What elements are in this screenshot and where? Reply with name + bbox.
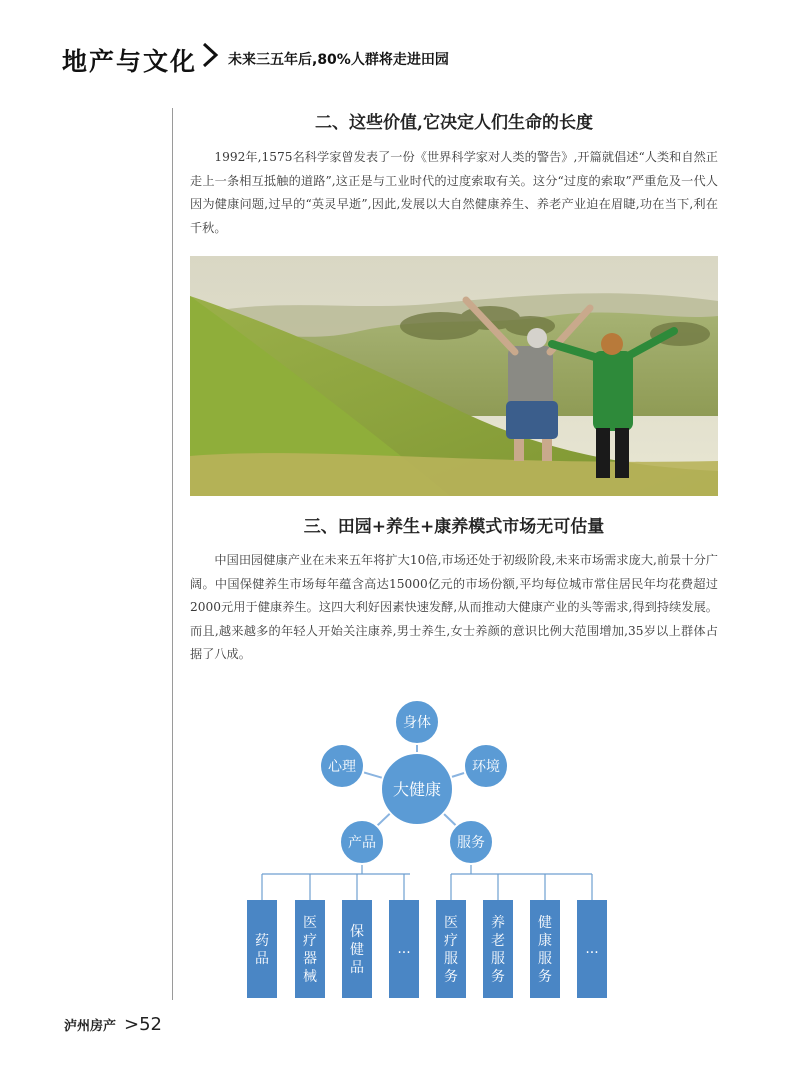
chevron-right-icon [201,40,219,70]
elderly-couple-photo [190,256,718,496]
leaf-box [389,900,419,998]
leaf-box-label: 保健品 [350,924,364,976]
big-health-diagram [230,690,650,1000]
article-subtitle: 未来三五年后,80%人群将走进田园 [228,52,449,68]
leaf-box-label: ... [585,941,599,957]
leaf-box-label: 医疗器械 [303,915,317,985]
leaf-box-label: 药品 [255,933,269,967]
section-title: 地产与文化 [62,47,198,76]
leaf-box [436,900,466,998]
leaf-box [530,900,560,998]
page-number: >52 [124,1014,162,1035]
node-center-label: 大健康 [392,780,442,799]
node-environment-label: 环境 [472,759,500,775]
leaf-box [577,900,607,998]
node-body [395,700,439,744]
node-mind-label: 心理 [328,759,356,775]
column-divider [172,108,173,1000]
leaf-box [342,900,372,998]
section-paragraph-3: 中国田园健康产业在未来五年将扩大10倍,市场还处于初级阶段,未来市场需求庞大,前景十分广阔。中国保健养生市场每年蕴含高达15000亿元的市场份额,平均每位城市常住居民年均花费超过2000元用于健康养生。这四大利好因素快速发酵,从而推动大健康产业的头等需求,得到持续发展。而且,越来越多的年轻人开始关注康养,男士养生,女士养颜的意识比例大范围增加,35岁以上群体占据了八成。 [190,553,718,661]
magazine-brand: 泸州房产 [64,1019,117,1034]
leaf-box [295,900,325,998]
section-paragraph-2: 1992年,1575名科学家曾发表了一份《世界科学家对人类的警告》,开篇就倡述“人类和自然正走上一条相互抵触的道路”,这正是与工业时代的过度索取有关。这分“过度的索取”严重危及一代人因为健康问题,过早的“英灵早逝”,因此,发展以大自然健康养生、养老产业迫在眉睫,功在当下,利在千秋。 [190,150,718,235]
node-mind [320,744,364,788]
leaf-box-label: 医疗服务 [444,915,458,985]
node-environment [464,744,508,788]
node-products [340,820,384,864]
section-heading-3: 三、田园+养生+康养模式市场无可估量 [303,517,605,537]
node-services [449,820,493,864]
node-services-label: 服务 [457,835,485,851]
leaf-box-label: 健康服务 [538,915,552,985]
node-body-label: 身体 [403,715,431,731]
leaf-box-label: ... [397,941,411,957]
leaf-box-label: 养老服务 [491,915,505,985]
node-center [381,753,453,825]
leaf-box [483,900,513,998]
section-heading-2: 二、这些价值,它决定人们生命的长度 [315,113,593,133]
node-products-label: 产品 [348,835,376,851]
leaf-box [247,900,277,998]
